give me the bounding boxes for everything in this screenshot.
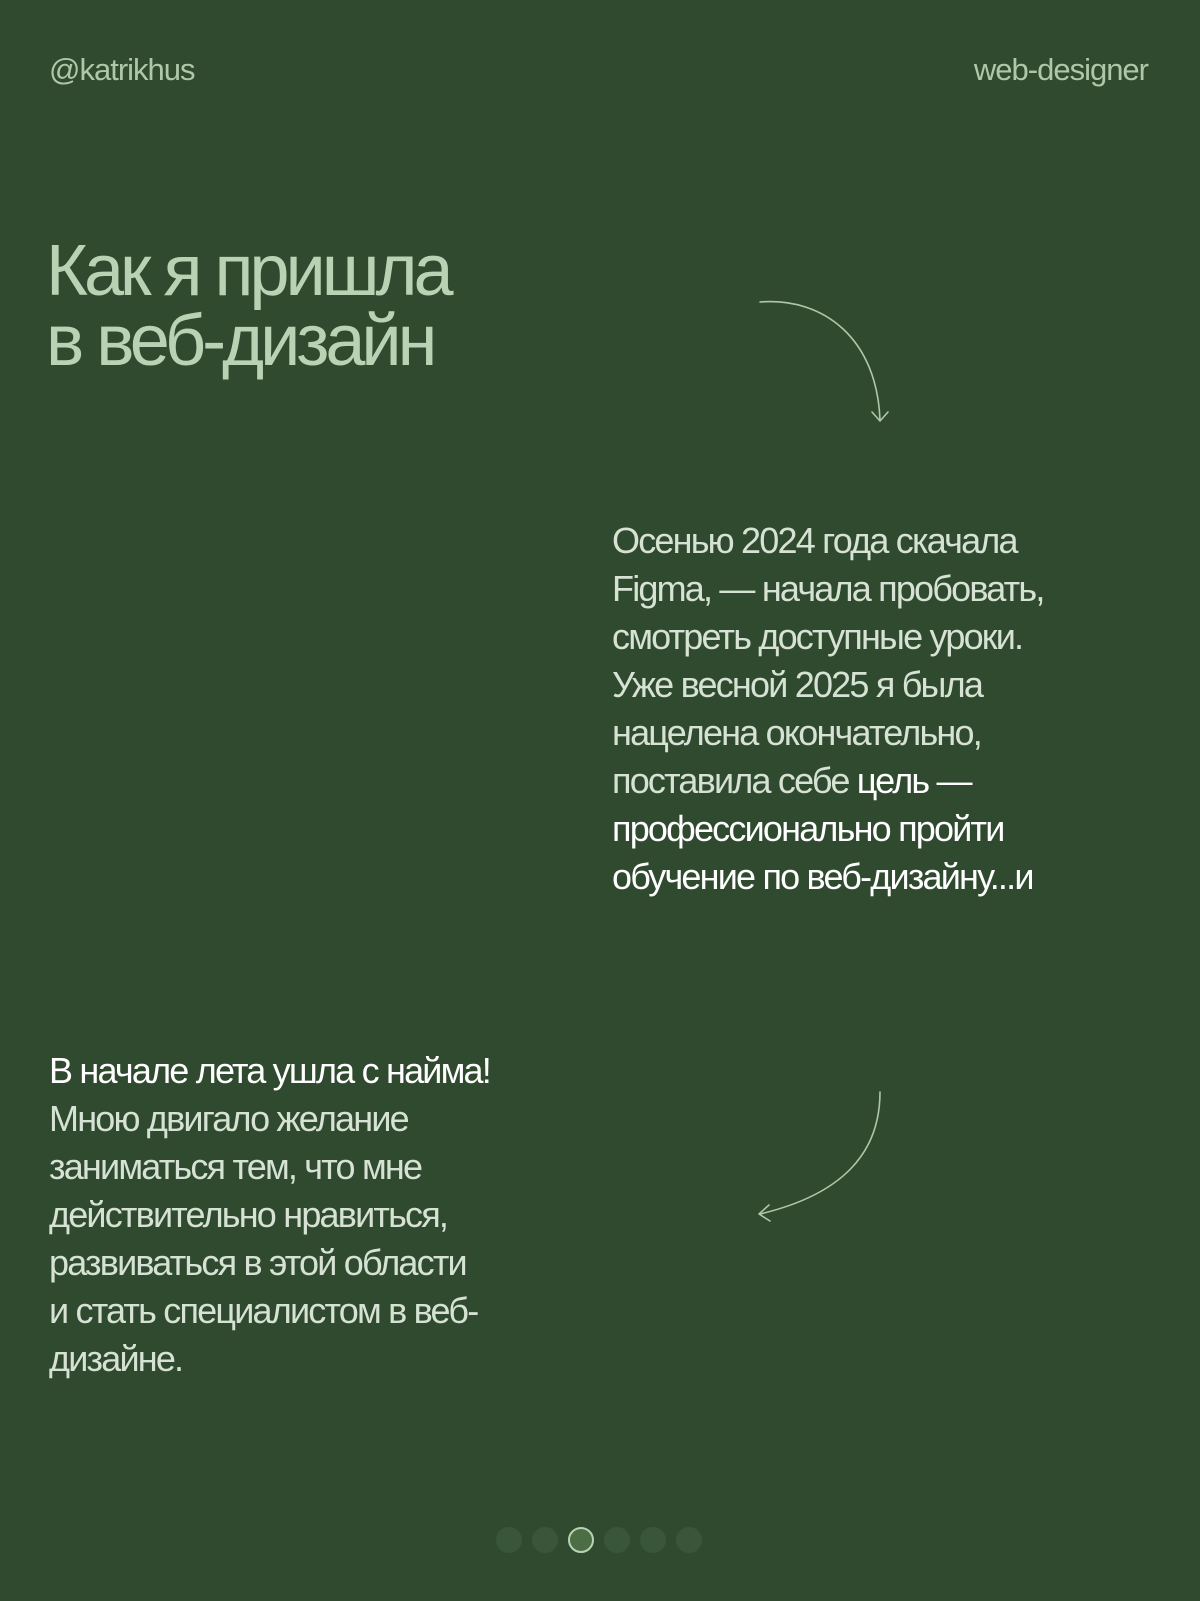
pagination-dot[interactable] (640, 1527, 666, 1553)
pagination-dots (496, 1527, 702, 1553)
text-line: действительно нравиться, (49, 1194, 448, 1235)
author-role: web-designer (973, 52, 1148, 87)
highlighted-text: обучение по веб-дизайну...и (612, 856, 1033, 897)
highlighted-text: цель — (856, 760, 971, 801)
text-line: и стать специалистом в веб- (49, 1290, 478, 1331)
text-line: смотреть доступные уроки. (612, 616, 1023, 657)
author-handle: @katrikhus (49, 52, 195, 87)
text-line (612, 757, 1172, 805)
highlighted-text: профессионально пройти (612, 808, 1004, 849)
pagination-dot[interactable] (604, 1527, 630, 1553)
text-line: заниматься тем, что мне (49, 1146, 422, 1187)
text-line: нацелена окончательно, (612, 712, 981, 753)
text-line: развиваться в этой области (49, 1242, 466, 1283)
page-title (46, 231, 450, 381)
curved-arrow-left-icon (755, 1090, 895, 1225)
text-segment: поставила себе (612, 760, 849, 801)
curved-arrow-down-icon (755, 295, 895, 430)
pagination-dot-active[interactable] (568, 1527, 594, 1553)
text-line: Осенью 2024 года скачала (612, 520, 1017, 561)
pagination-dot[interactable] (496, 1527, 522, 1553)
pagination-dot[interactable] (676, 1527, 702, 1553)
pagination-dot[interactable] (532, 1527, 558, 1553)
title-line: в веб-дизайн (46, 301, 434, 381)
text-line: Мною двигало желание (49, 1098, 408, 1139)
story-paragraph-left (49, 1047, 609, 1383)
highlighted-text: В начале лета ушла с найма! (49, 1050, 490, 1091)
story-paragraph-right (612, 517, 1172, 901)
title-line: Как я пришла (46, 231, 450, 311)
text-line: дизайне. (49, 1338, 183, 1379)
text-line: Figma, — начала пробовать, (612, 568, 1044, 609)
text-line: Уже весной 2025 я была (612, 664, 983, 705)
